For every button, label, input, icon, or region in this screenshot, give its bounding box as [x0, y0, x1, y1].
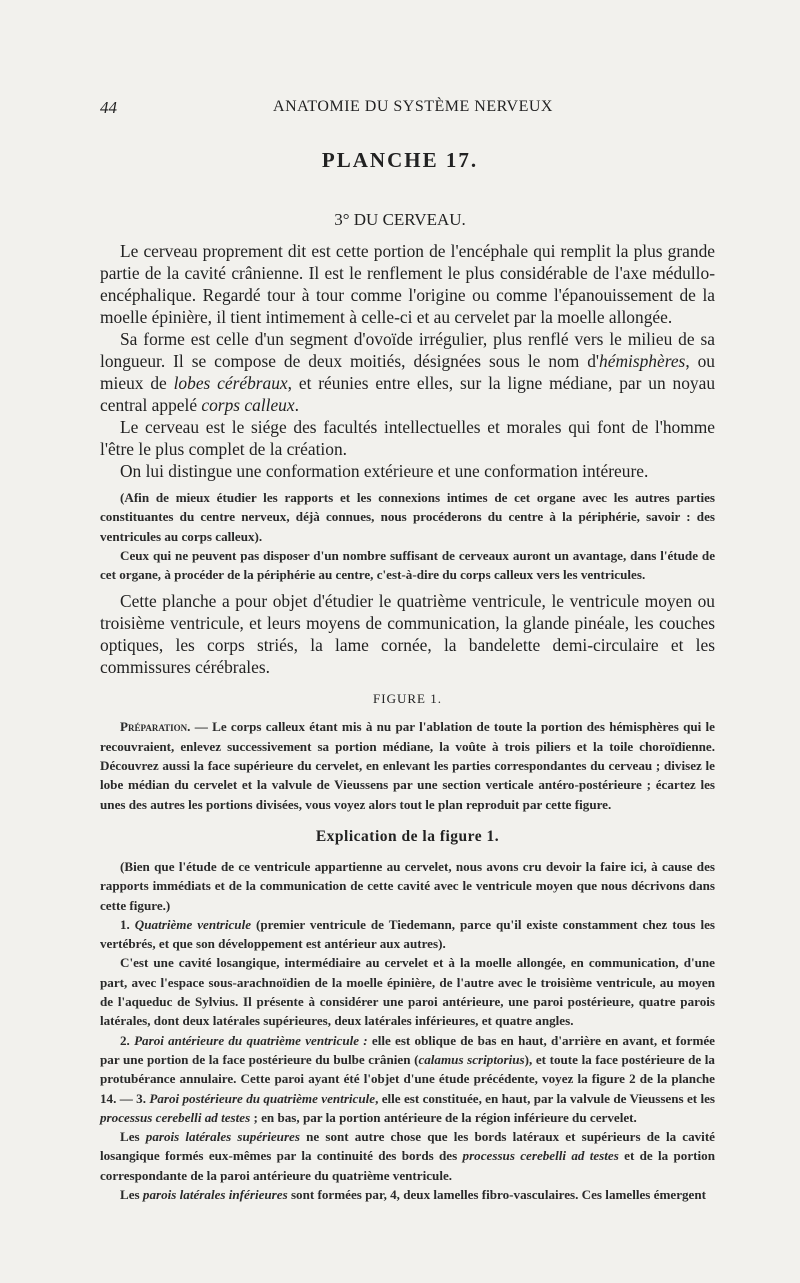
intro-paragraph-2: Sa forme est celle d'un segment d'ovoïde irrégulier, plus renflé vers le milieu de sa longueur. Il se compose de deux moitiés, désignées sous le nom d'hémisphères, ou mieux de lobes cérébraux, et réunies entre elles, sur la ligne médiane, par un noyau central appelé corps calleux. [100, 329, 716, 415]
note-paragraph-1: (Afin de mieux étudier les rapports et les connexions intimes de cet organe avec les autres parties constituantes du centre nerveux, déjà connues, nous procéderons du centre à la périphérie, savoir : des ventricules au corps calleux). [100, 490, 715, 544]
explication-item-2-3: 2. Paroi antérieure du quatrième ventricule : elle est oblique de bas en haut, d'arrière en avant, et formée par une portion de la face postérieure du bulbe crânien (calamus scriptorius), et toute la face postérieure de la protubérance annulaire. Cette paroi ayant été l'objet d'une étude précédente, voyez la figure 2 de la planche 14. — 3. Paroi postérieure du quatrième ventricule, elle est constituée, en haut, par la valvule de Vieussens et les processus cerebelli ad testes ; en bas, par la portion antérieure de la région inférieure du cervelet. [100, 1032, 716, 1125]
plate-title: PLANCHE 17. [321, 148, 479, 172]
explication-item-1-description: C'est une cavité losangique, intermédiaire au cervelet et à la moelle allongée, en communication, d'une part, avec l'espace sous-arachnoïdien de la moelle épinière, de l'autre avec le troisième ventricule, au moyen de l'aqueduc de Sylvius. Il présente à considérer une paroi antérieure, une paroi postérieure, quatre parois latérales, dont deux latérales supérieures, deux latérales inférieures, et quatre angles. [100, 955, 715, 1029]
explication-title: Explication de la figure 1. [315, 827, 500, 845]
term-corps-calleux: corps calleux [201, 395, 295, 415]
intro-paragraph-3: Le cerveau est le siége des facultés intellectuelles et morales qui font de l'homme l'être le plus complet de la création. [100, 417, 715, 459]
preparation-label: Préparation. [120, 719, 191, 735]
purpose-paragraph: Cette planche a pour objet d'étudier le quatrième ventricule, le ventricule moyen ou troisième ventricule, et leurs moyens de communication, la glande pinéale, les couches optiques, les corps striés, la lame cornée, la bandelette demi-circulaire et les commissures cérébrales. [100, 591, 715, 678]
intro-paragraph-4: On lui distingue une conformation extérieure et une conformation intéreure. [120, 461, 649, 481]
term-hemispheres: hémisphères [599, 351, 686, 371]
section-title: 3° DU CERVEAU. [334, 210, 466, 229]
figure-title: FIGURE 1. [373, 691, 442, 707]
explication-intro: (Bien que l'étude de ce ventricule appartienne au cervelet, nous avons cru devoir la faire ici, à cause des rapports immédiats et de la communication de cette cavité avec le ventricule moyen que nous décrivons dans cette figure.) [100, 858, 715, 913]
explication-item-1: 1. Quatrième ventricule (premier ventricule de Tiedemann, parce qu'il existe constamment chez tous les vertébrés, et que son développement est antérieur aux autres). [100, 916, 716, 952]
preparation-paragraph: Préparation. — Le corps calleux étant mis à nu par l'ablation de toute la portion des hémisphères qui le recouvraient, enlevez successivement sa portion médiane, la voûte à trois piliers et la toile choroïdienne. Découvrez aussi la face supérieure du cervelet, en enlevant les parties correspondantes du cerveau ; divisez le lobe médian du cervelet et la valvule de Vieussens par une section verticale antéro-postérieure ; écartez les unes des autres les portions divisées, vous voyez alors tout le plan reproduit par cette figure. [100, 719, 715, 812]
note-paragraph-2: Ceux qui ne peuvent pas disposer d'un nombre suffisant de cerveaux auront un avantage, dans l'étude de cet organe, à procéder de la périphérie au centre, c'est-à-dire du corps calleux vers les ventricules. [100, 547, 715, 583]
explication-item-4: Les parois latérales supérieures ne sont autre chose que les bords latéraux et supérieurs de la cavité losangique formés eux-mêmes par la continuité des bords des processus cerebelli ad testes et de la portion correspondante de la paroi antérieure du quatrième ventricule. [100, 1129, 715, 1183]
explication-item-5: Les parois latérales inférieures sont formées par, 4, deux lamelles fibro-vasculaires. Ces lamelles émergent [120, 1187, 707, 1203]
page-header [100, 98, 726, 122]
page-body [100, 240, 715, 1204]
page-number: 44 [100, 98, 117, 117]
running-title: ANATOMIE DU SYSTÈME NERVEUX [273, 98, 553, 115]
term-lobes: lobes cérébraux [173, 373, 288, 393]
intro-paragraph-1: Le cerveau proprement dit est cette portion de l'encéphale qui remplit la plus grande partie de la cavité crânienne. Il est le renflement le plus considérable de l'axe médullo-encéphalique. Regardé tour à tour comme l'origine ou comme l'épanouissement de la moelle épinière, il tient intimement à celle-ci et au cervelet par la moelle allongée. [100, 241, 715, 327]
